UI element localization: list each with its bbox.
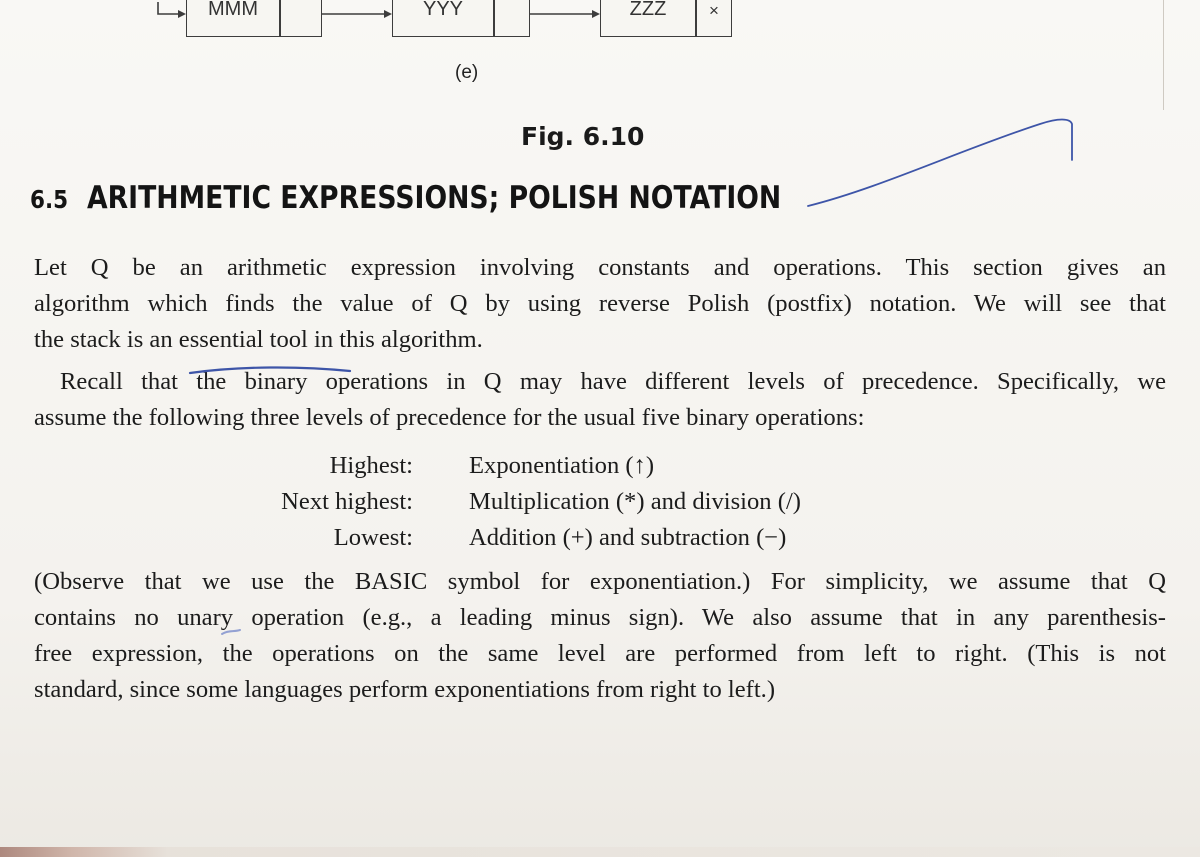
node-info: MMM	[208, 0, 258, 20]
figure-label: Fig. 6.10	[521, 122, 645, 151]
text-line: Recall that the binary operations in Q may have different levels of precedence. Specifically, we	[60, 368, 1166, 395]
text-line: standard, since some languages perform exponentiations from right to left.)	[34, 676, 776, 703]
text-line: free expression, the operations on the same level are performed from left to right. (This is not	[34, 640, 1166, 667]
precedence-level: Highest:	[329, 452, 413, 479]
precedence-operations: Addition (+) and subtraction (−)	[469, 524, 787, 551]
text-line: (Observe that we use the BASIC symbol for exponentiation.) For simplicity, we assume that Q	[34, 568, 1166, 595]
null-pointer: ×	[709, 1, 719, 20]
pen-stroke-heading	[808, 120, 1072, 207]
node-info: ZZZ	[629, 0, 667, 20]
text-line: algorithm which finds the value of Q by using reverse Polish (postfix) notation. We will see that	[34, 290, 1166, 317]
precedence-operations: Multiplication (*) and division (/)	[469, 488, 801, 515]
section-number: 6.5	[30, 185, 69, 214]
precedence-operations: Exponentiation (↑)	[469, 452, 655, 479]
node-info: YYY	[422, 0, 464, 20]
text-line: assume the following three levels of precedence for the usual five binary operations:	[34, 404, 865, 431]
precedence-level: Lowest:	[333, 524, 413, 551]
section-title: ARITHMETIC EXPRESSIONS; POLISH NOTATION	[87, 180, 782, 216]
page-bottom-edge	[0, 847, 1200, 857]
precedence-level: Next highest:	[281, 488, 413, 515]
text-line: contains no unary operation (e.g., a leading minus sign). We also assume that in any parenthesis-	[34, 604, 1166, 631]
pen-stroke-binary	[190, 367, 350, 373]
text-line: Let Q be an arithmetic expression involving constants and operations. This section gives an	[34, 254, 1166, 281]
pen-smudge	[222, 630, 240, 634]
panel-caption: (e)	[455, 62, 479, 83]
text-line: the stack is an essential tool in this algorithm.	[34, 326, 483, 353]
